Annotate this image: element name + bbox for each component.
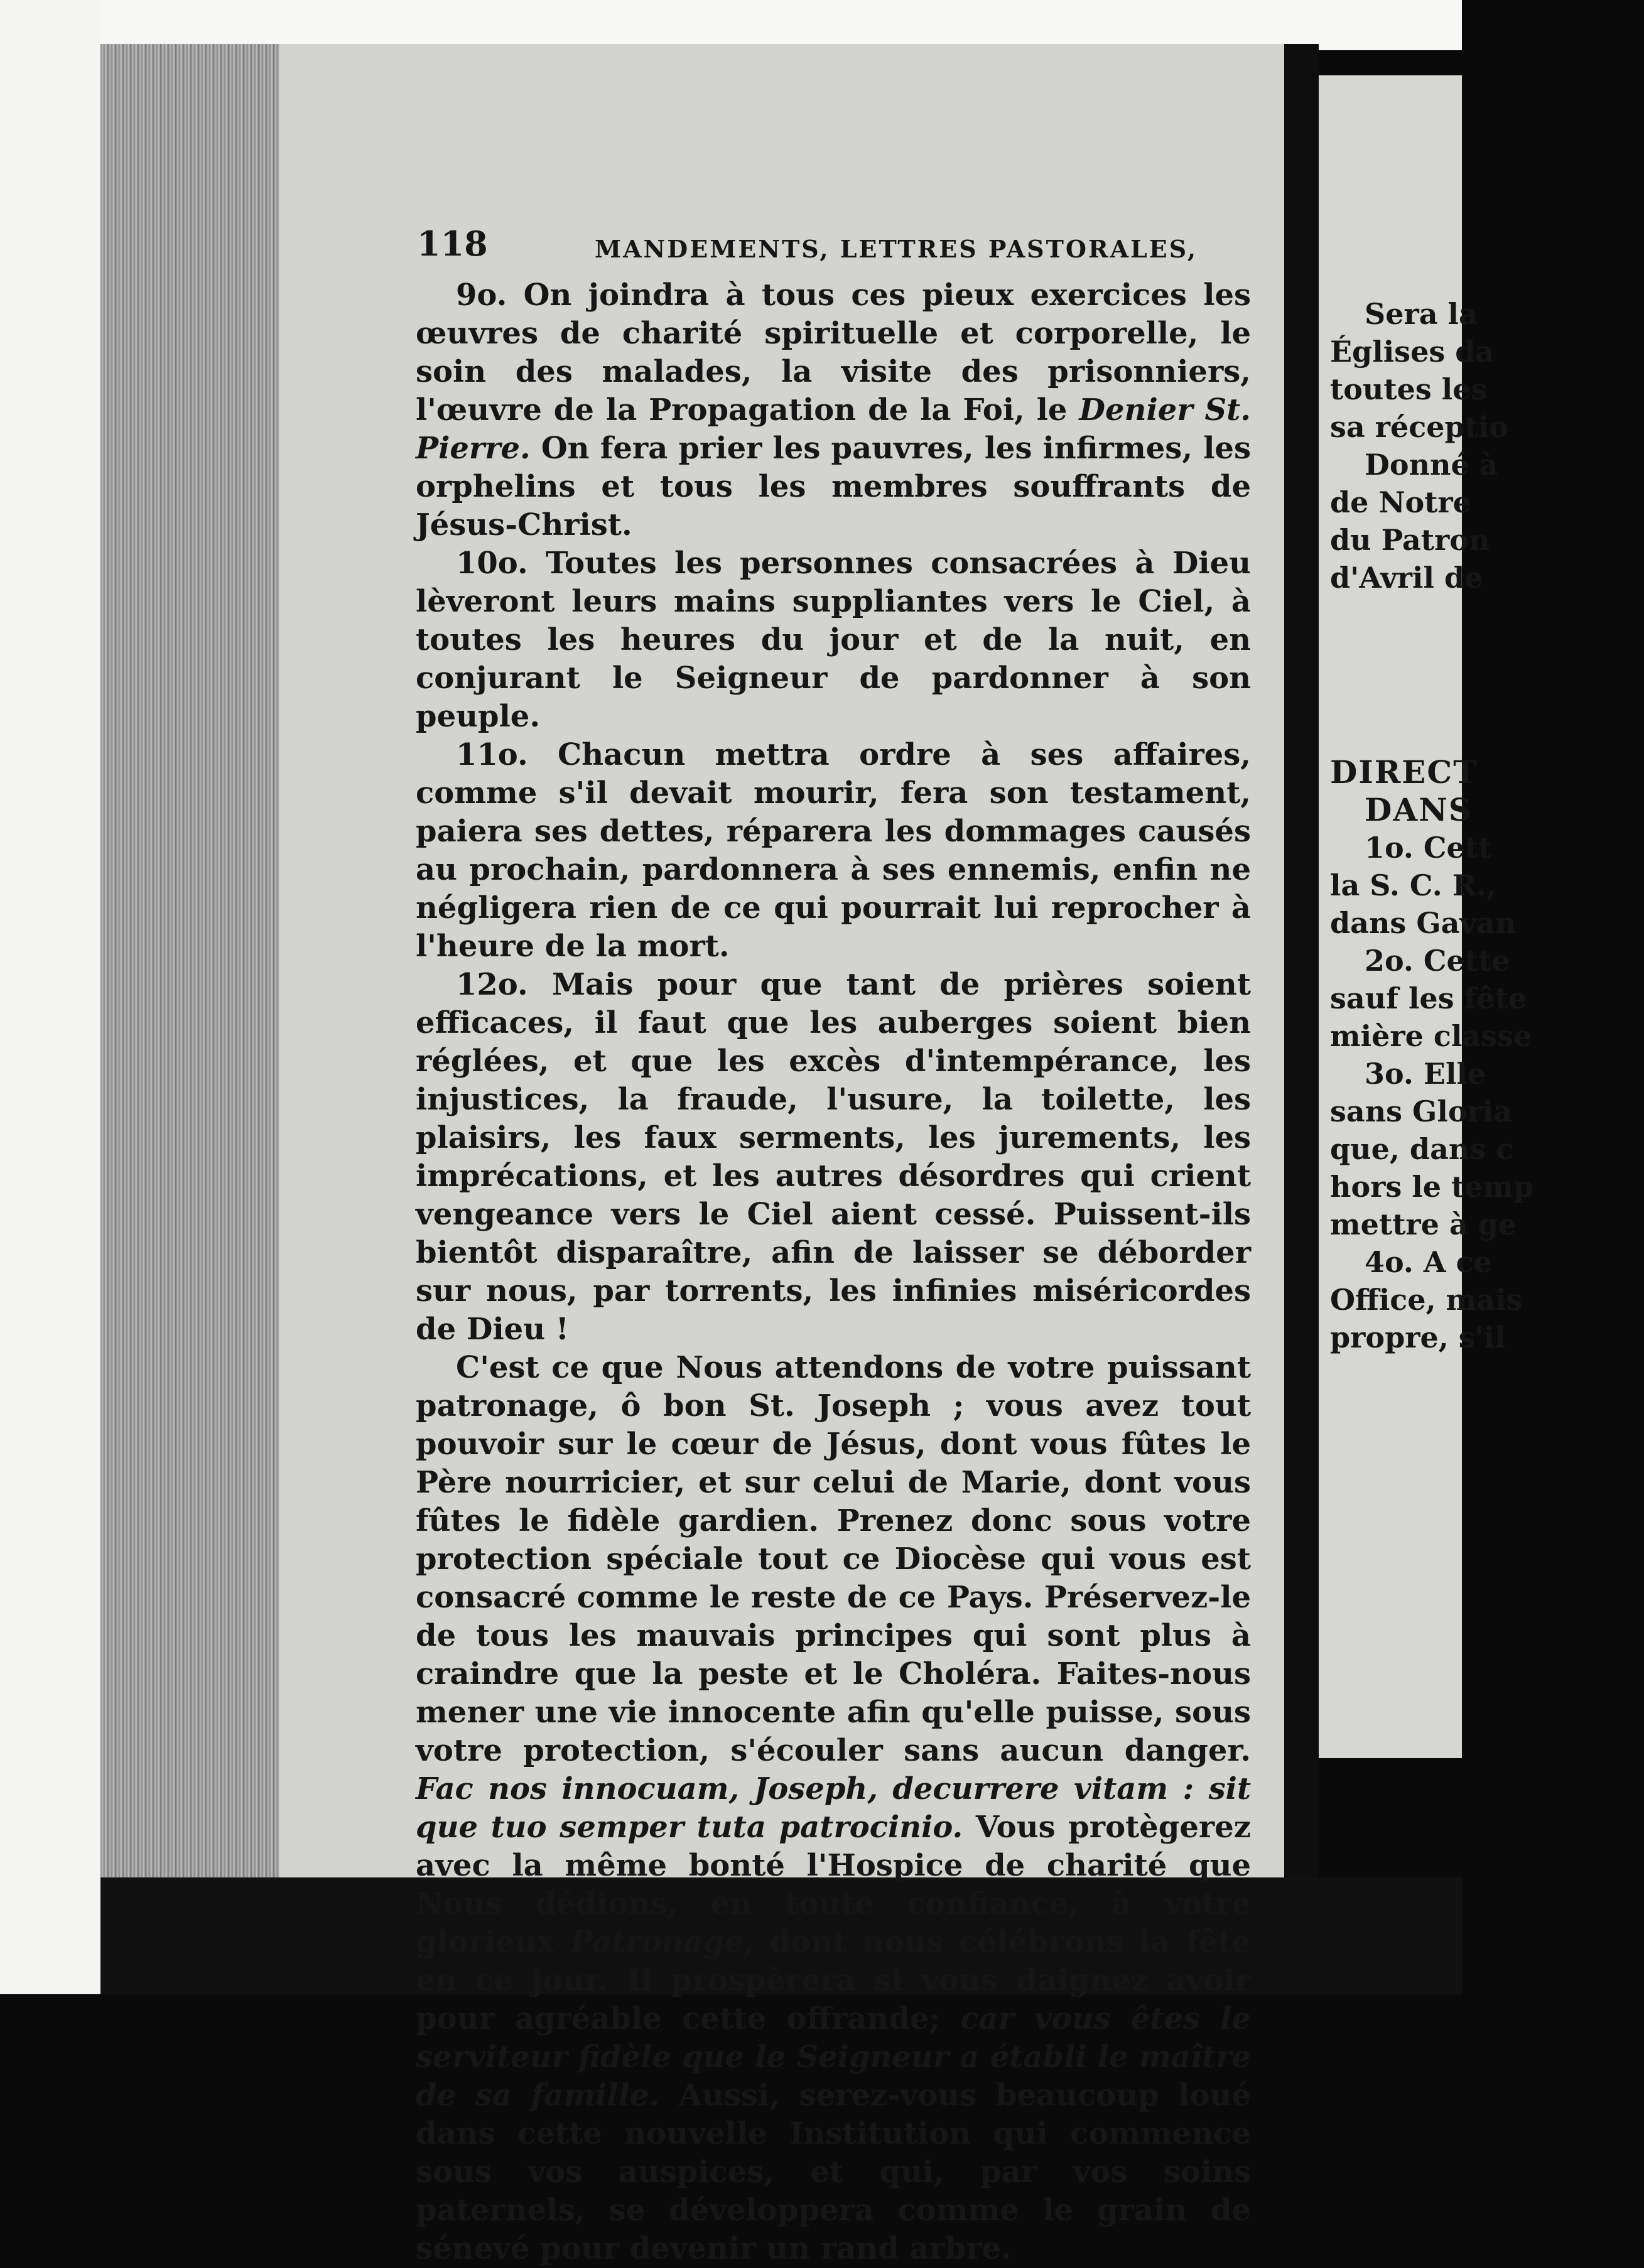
right-line: Sera la (1365, 297, 1478, 331)
book-gutter (1284, 44, 1319, 1915)
right-line: Églises da (1330, 335, 1495, 369)
right-page (1319, 75, 1534, 1758)
right-line: 2o. Cette (1365, 944, 1510, 978)
right-line: Office, mais (1330, 1283, 1523, 1317)
right-line: sans Gloria (1330, 1094, 1513, 1128)
right-heading-2: DANS (1365, 791, 1473, 828)
paragraph-12: 12o. Mais pour que tant de prières soient efficaces, il faut que les auberges soient bien réglées, et que les excès d'intempérance, les injustices, la fraude, l'usure, la toilette, les plaisirs, les faux serments, les jurements, les imprécations, et les autres désordres qui crient vengeance vers le Ciel aient cessé. Puissent-ils bientôt disparaître, afin de laisser se déborder sur nous, par torrents, les infinies miséricordes de Dieu ! (416, 967, 1251, 1347)
right-line: 4o. A ce (1365, 1245, 1492, 1279)
scan-border-top (0, 0, 1462, 50)
paragraph-prayer: C'est ce que Nous attendons de votre puissant patronage, ô bon St. Joseph ; vous avez tout pouvoir sur le cœur de Jésus, dont vous fûtes le Père nourricier, et sur celui de Marie, dont vous fûtes le fidèle gardien. Prenez donc sous votre protection spéciale tout ce Diocèse qui vous est consacré comme le reste de ce Pays. Préservez-le de tous les mauvais principes qui sont plus à craindre que la peste et le Choléra. Faites-nous mener une vie innocente afin qu'elle puisse, sous votre protection, s'écouler sans aucun danger. Fac nos innocuam, Joseph, decurrere vitam : sit que tuo semper tuta patrocinio. Vous protègerez avec la même bonté l'Hospice de charité que Nous dédions, en toute confiance, à votre glorieux Patronage, dont nous célébrons la fête en ce jour. Il prospèrera si vous daignez avoir pour agréable cette offrande; car vous êtes le serviteur fidèle que le Seigneur a établi le maître de sa famille. Aussi, serez-vous beaucoup loué dans cette nouvelle Institution qui commence sous vos auspices, et qui, par vos soins paternels, se développera comme le grain de sénevé pour devenir un rand arbre. (416, 1350, 1251, 2266)
denier-st-pierre: Denier St. Pierre. (416, 392, 1251, 466)
right-line: toutes les (1330, 372, 1488, 406)
right-line: sauf les fête (1330, 981, 1527, 1015)
right-line: d'Avril de (1330, 561, 1483, 595)
page-header (416, 220, 1251, 276)
paragraph-9: 9o. On joindra à tous ces pieux exercices les œuvres de charité spirituelle et corporelle, le soin des malades, la visite des prisonniers, l'œuvre de la Propagation de la Foi, le Denier St. Pierre. On fera prier les pauvres, les infirmes, les orphelins et tous les membres souffrants de Jésus-Christ. (416, 278, 1251, 543)
running-head: MANDEMENTS, LETTRES PASTORALES, (595, 235, 1198, 263)
right-line: 3o. Elle (1365, 1057, 1486, 1091)
right-line: que, dans c (1330, 1132, 1514, 1166)
paragraph-11: 11o. Chacun mettra ordre à ses affaires, comme s'il devait mourir, fera son testament, paiera ses dettes, réparera les dommages causés au prochain, pardonnera à ses ennemis, enfin ne négligera rien de ce qui pourrait lui reprocher à l'heure de la mort. (416, 737, 1251, 964)
page-number: 118 (417, 224, 488, 264)
right-line: du Patron (1330, 523, 1490, 557)
right-line: sa réceptio (1330, 410, 1509, 444)
right-line: dans Gavan (1330, 906, 1517, 940)
right-line: 1o. Cett (1365, 831, 1492, 865)
scan-border-left (0, 0, 100, 1994)
patronage-word: Patronage, (570, 1925, 754, 1960)
book-page-edges (100, 44, 283, 1896)
left-page-text (416, 220, 1251, 2268)
right-line: la S. C. R., (1330, 868, 1496, 902)
scripture-quote: car vous êtes le serviteur fidèle que le Seigneur a établi le maître de sa famille. (416, 2001, 1251, 2113)
paragraph-10: 10o. Toutes les personnes consacrées à Dieu lèveront leurs mains suppliantes vers le Ciel, à toutes les heures du jour et de la nuit, en conjurant le Seigneur de pardonner à son peuple. (416, 546, 1251, 734)
latin-quote: Fac nos innocuam, Joseph, decurrere vitam : sit que tuo semper tuta patrocinio. (416, 1771, 1251, 1845)
right-line: mière classe (1330, 1019, 1532, 1053)
right-heading: DIRECT (1330, 753, 1478, 791)
right-line: mettre à ge (1330, 1207, 1517, 1241)
right-line: de Notre (1330, 485, 1471, 519)
right-page-text (1330, 295, 1644, 1356)
right-line: Donné à (1365, 448, 1498, 482)
right-line: hors le temp (1330, 1170, 1534, 1204)
right-line: propre, s'il (1330, 1320, 1506, 1354)
